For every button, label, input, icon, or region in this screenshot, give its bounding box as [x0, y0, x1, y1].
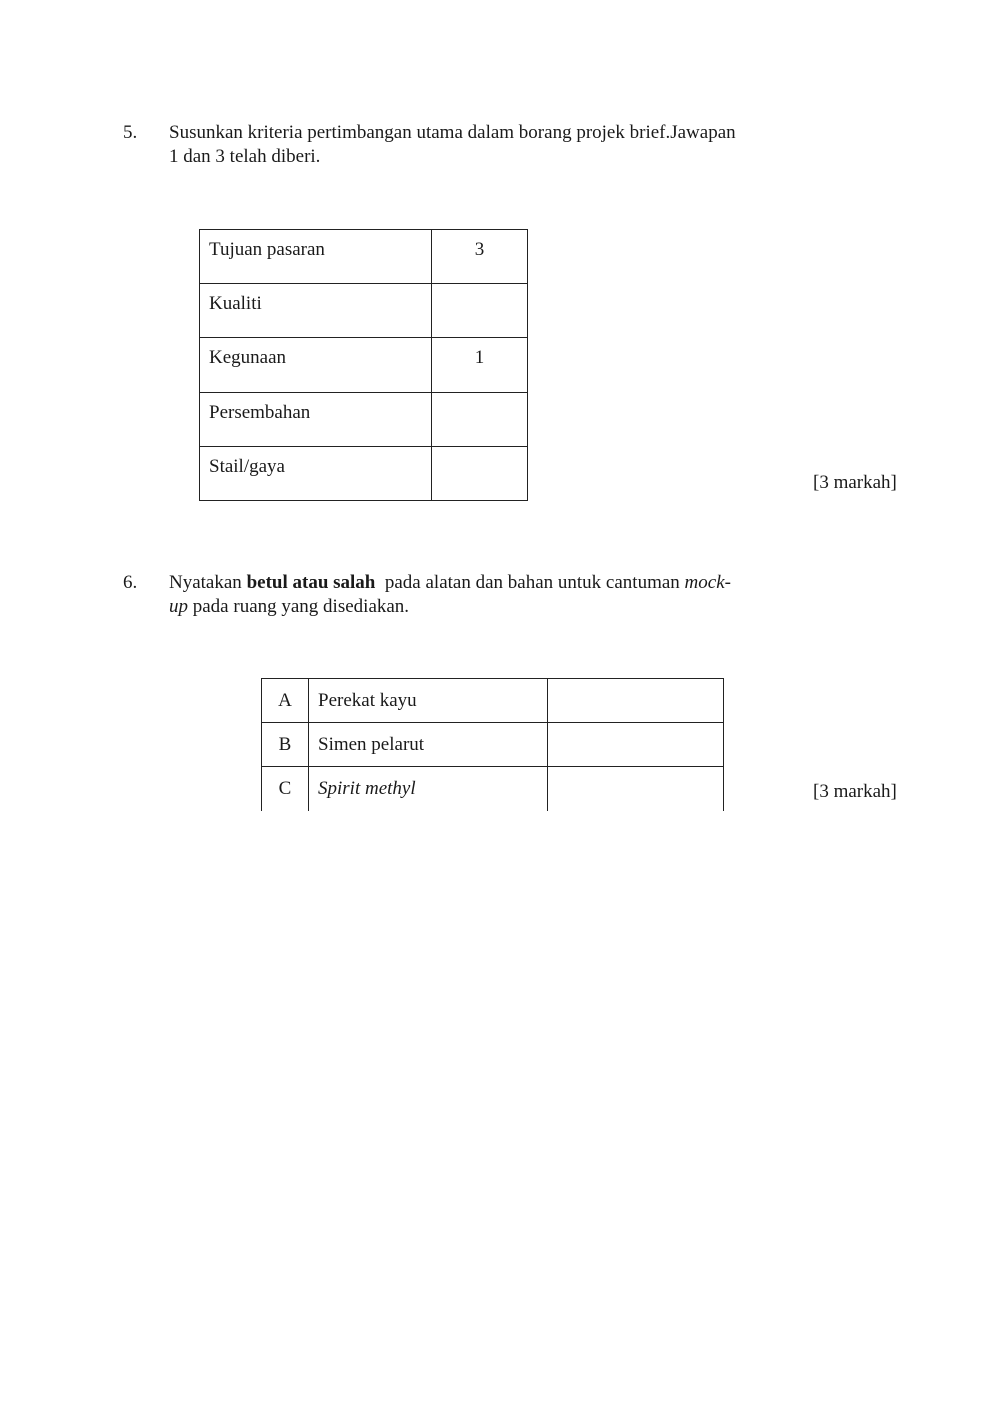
criteria-answer-cell[interactable] [432, 284, 528, 338]
criteria-label: Kegunaan [200, 338, 432, 392]
question-5-marks: [3 markah] [813, 472, 897, 493]
material-label: Spirit methyl [309, 767, 548, 811]
question-5-number: 5. [123, 122, 138, 143]
criteria-label: Tujuan pasaran [200, 230, 432, 284]
criteria-label: Persembahan [200, 392, 432, 446]
question-6-text-start: Nyatakan [169, 572, 247, 593]
question-6-italic-term-2: up [169, 596, 188, 617]
row-letter: A [262, 679, 309, 723]
table-row [200, 338, 528, 392]
question-5-line-1: Susunkan kriteria pertimbangan utama dalam borang projek brief.Jawapan [169, 122, 736, 143]
material-label: Simen pelarut [309, 723, 548, 767]
answer-cell[interactable] [548, 767, 724, 811]
table-row [262, 767, 724, 811]
table-row [200, 446, 528, 500]
question-6-text-end: pada ruang yang disediakan. [188, 596, 410, 617]
criteria-answer-cell[interactable]: 1 [432, 338, 528, 392]
answer-cell[interactable] [548, 679, 724, 723]
question-5-text [169, 121, 789, 169]
question-6-italic-term-1: mock- [684, 572, 731, 593]
row-letter: B [262, 723, 309, 767]
table-row [200, 230, 528, 284]
table-row [200, 284, 528, 338]
question-6-number: 6. [123, 572, 138, 593]
table-row [262, 679, 724, 723]
criteria-answer-cell[interactable] [432, 392, 528, 446]
question-6-emphasis: betul atau salah [246, 572, 376, 593]
question-5-table [199, 229, 528, 501]
criteria-label: Stail/gaya [200, 446, 432, 500]
question-6-text [169, 571, 779, 619]
criteria-answer-cell[interactable] [432, 446, 528, 500]
question-5-line-2: 1 dan 3 telah diberi. [169, 146, 321, 167]
criteria-answer-cell[interactable]: 3 [432, 230, 528, 284]
material-label: Perekat kayu [309, 679, 548, 723]
question-6-table [261, 678, 724, 811]
table-row [262, 723, 724, 767]
question-6-text-middle: pada alatan dan bahan untuk cantuman [375, 572, 685, 593]
criteria-label: Kualiti [200, 284, 432, 338]
table-row [200, 392, 528, 446]
question-6-marks: [3 markah] [813, 781, 897, 802]
row-letter: C [262, 767, 309, 811]
answer-cell[interactable] [548, 723, 724, 767]
